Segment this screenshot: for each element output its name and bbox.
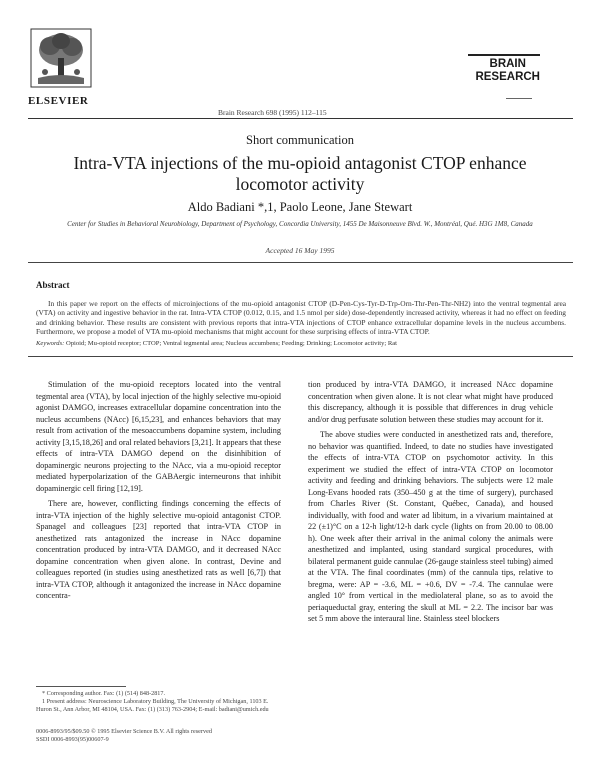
title-divider (28, 262, 573, 263)
section-label: Short communication (246, 133, 354, 147)
publisher-name: ELSEVIER (28, 95, 89, 107)
elsevier-tree-logo-icon (30, 28, 92, 88)
copyright-line: 0006-8993/95/$09.50 © 1995 Elsevier Science B.V. All rights reserved (36, 728, 212, 735)
article-title: Intra-VTA injections of the mu-opioid antagonist CTOP enhance locomotor activity (73, 153, 527, 194)
footnote-rule (36, 686, 126, 687)
abstract-text: In this paper we report on the effects of microinjections of the mu-opioid antagonist CTOP (D-Pen-Cys-Tyr-D-Trp-Orn-Thr-Pen-Thr-NH2) into the ventral tegmental area (VTA) on activity and ingestive behavior in the rat. Intra-VTA CTOP (0.012, 0.15, and 1.5 nmol per side) dose-dependently increased activity, whereas it had no effect on feeding and drinking behavior. These results are consistent with previous reports that intra-VTA injections of CTOP enhance extracellular dopamine levels in the nucleus accumbens. Furthermore, we propose a model of VTA mu-opioid mechanisms that might account for these surprising effects of intra-VTA CTOP. (36, 299, 566, 337)
brand-rule (468, 54, 540, 56)
footnotes (36, 690, 281, 714)
body-paragraph: tion produced by intra-VTA DAMGO, it increased NAcc dopamine concentration when given alone. It is not clear what might have produced this discrepancy, although it is possible that differences in drug vehicle and/or drug perfusate solution between these studies may account for it. (308, 380, 553, 424)
brand-rule-small (506, 98, 532, 99)
header-divider (28, 118, 573, 119)
footnote-corresponding: * Corresponding author. Fax: (1) (514) 848-2817. (42, 690, 166, 697)
brand-line-1: BRAIN (489, 58, 526, 70)
keywords-label: Keywords: (36, 340, 65, 347)
copyright-block (36, 728, 296, 744)
abstract-divider (28, 356, 573, 357)
keywords-list: Opioid; Mu-opioid receptor; CTOP; Ventral tegmental area; Nucleus accumbens; Feeding; Drinking; Locomotor activity; Rat (65, 340, 398, 347)
journal-brand (475, 58, 540, 84)
accepted-date: Accepted 16 May 1995 (265, 246, 335, 255)
body-paragraph: Stimulation of the mu-opioid receptors located into the ventral tegmental area (VTA), by local injection of the highly selective mu-opioid agonist DAMGO, increases extracellular dopamine concentration into the nucleus accumbens (NAcc) [6,15,23], and enhances behaviors that may result from activation of the mesoaccumbens dopamine system, including activity [3,15,18,26] and oral related behaviors [3,21]. It appears that these effects of intra-VTA DAMGO depend on the disinhibition of dopaminergic neurons projecting to the NAcc, via a mu-opioid receptor mediated hyperpolarization of the GABAergic interneurons that inhibit dopaminergic cell firing [12,19]. (36, 380, 281, 493)
journal-reference: Brain Research 698 (1995) 112–115 (218, 108, 327, 117)
ssdi-line: SSDI 0006-8993(95)00607-9 (36, 736, 109, 743)
abstract-heading: Abstract (36, 280, 70, 290)
affiliation: Center for Studies in Behavioral Neurobiology, Department of Psychology, Concordia University, 1455 De Maisonneuve Blvd. W., Montréal, Qué. H3G 1M8, Canada (67, 220, 533, 228)
footnote-address: 1 Present address: Neuroscience Laboratory Building, The University of Michigan, 1103 E. Huron St., Ann Arbor, MI 48104, USA. Fax: (1) (313) 763-2904; E-mail: badiani@umich.edu (36, 698, 269, 713)
body-paragraph: There are, however, conflicting findings concerning the effects of intra-VTA injection of the highly selective mu-opioid antagonist CTOP. Spanagel and colleagues [23] reported that intra-VTA CTOP in anesthetized rats antagonized the increase in NAcc dopamine concentration produced by intra-VTA DAMGO, and it decreased NAcc dopamine concentration when given alone. In contrast, Devine and colleagues reported (in studies using anesthetized rats as well [6,7]) that intra-VTA CTOP, although it antagonized the increase in NAcc dopamine concentra- (36, 499, 281, 600)
brand-line-2: RESEARCH (475, 71, 540, 83)
body-column-right (308, 379, 553, 625)
author-list: Aldo Badiani *,1, Paolo Leone, Jane Stewart (187, 200, 413, 214)
body-column-left (36, 379, 281, 602)
keywords-line (36, 340, 566, 347)
body-paragraph: The above studies were conducted in anesthetized rats and, therefore, no behavior was quantified. Indeed, to date no studies have investigated the effects of intra-VTA CTOP on psychomotor activity. In this experiment we studied the effect of intra-VTA CTOP on locomotor activity and feeding and drinking behaviors. The subjects were 12 male Long-Evans hooded rats (350–450 g at the time of surgery), purchased from Charles River (St. Constant, Québec, Canada), and housed individually, with food and water ad libitum, in a vivarium maintained at 22 (±1)°C on a 12-h light/12-h dark cycle (lights on from 20.00 to 08.00 h). One week after their arrival in the animal colony the animals were anesthetized and implanted, using standard surgical procedures, with bilateral permanent guide cannulae (26-gauge stainless steel tubing) aimed at the VTA. The final coordinates (mm) of the cannula tips, relative to bregma, were: AP = -3.6, ML = +0.6, DV = -7.4. The cannulae were angled 10° from vertical in the mediolateral plane, so as to avoid the periaqueductal gray, entering the skull at ML = 2.2. The incisor bar was set 5 mm above the interaural line. Stainless steel blockers (308, 430, 553, 623)
